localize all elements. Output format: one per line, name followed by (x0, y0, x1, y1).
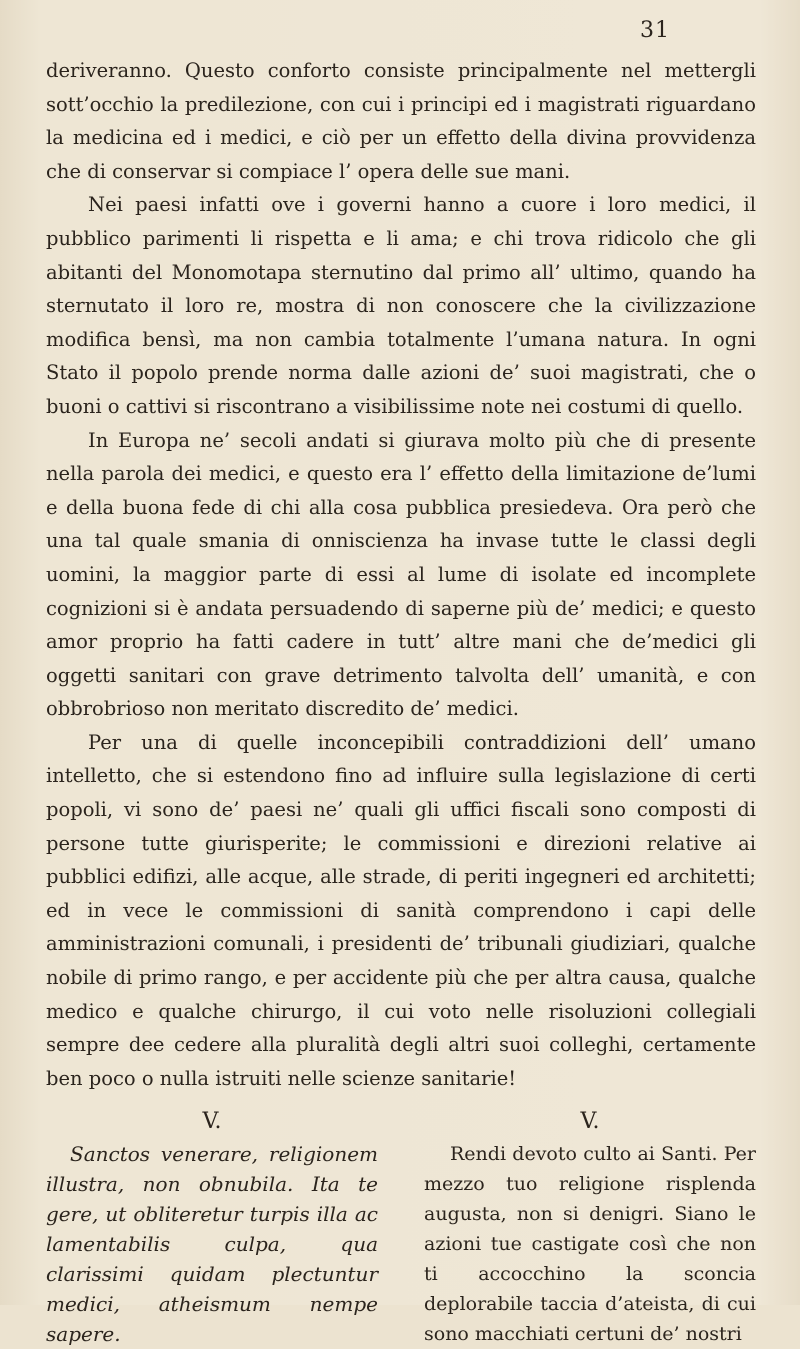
body-text (46, 54, 756, 1095)
bilingual-section (46, 1107, 756, 1349)
latin-text: Sanctos venerare, religionem illustra, non obnubila. Ita te gere, ut obliteretur turpis illa ac lamentabilis culpa, qua clarissimi quidam plectuntur medici, atheismum nempe sapere. (46, 1142, 378, 1347)
italian-column (424, 1107, 756, 1349)
italian-text: Rendi devoto culto ai Santi. Per mezzo tuo religione risplenda augusta, non si denigri. Siano le azioni tue castigate così che non ti accocchino la sconcia deplorabile taccia d’ateista, di cui sono macchiati certuni de’ nostri (424, 1143, 756, 1346)
paragraph: Nei paesi infatti ove i governi hanno a cuore i loro medici, il pubblico parimenti li rispetta e li ama; e chi trova ridicolo che gli abitanti del Monomotapa sternutino dal primo all’ ultimo, quando ha sternutato il loro re, mostra di non conoscere che la civilizzazione modifica bensì, ma non cambia totalmente l’umana natura. In ogni Stato il popolo prende norma dalle azioni de’ suoi magistrati, che o buoni o cattivi si riscontrano a visibilissime note nei costumi di quello. (46, 193, 756, 418)
latin-column (46, 1107, 378, 1349)
paragraph: Per una di quelle inconcepibili contraddizioni dell’ umano intelletto, che si estendono fino ad influire sulla legislazione di certi popoli, vi sono de’ paesi ne’ quali gli uffici fiscali sono composti di persone tutte giurisperite; le commissioni e direzioni relative ai pubblici edifizi, alle acque, alle strade, di periti ingegneri ed architetti; ed in vece le commissioni di sanità comprendono i capi delle amministrazioni comunali, i presidenti de’ tribunali giudiziari, qualche nobile di primo rango, e per accidente più che per altra causa, qualche medico e qualche chirurgo, il cui voto nelle risoluzioni collegiali sempre dee cedere alla pluralità degli altri suoi colleghi, certamente ben poco o nulla istruiti nelle scienze sanitarie! (46, 730, 756, 1090)
paragraph: In Europa ne’ secoli andati si giurava molto più che di presente nella parola dei medici, e questo era l’ effetto della limitazione de’lumi e della buona fede di chi alla cosa pubblica presiedeva. Ora però che una tal quale smania di onniscienza ha invase tutte le classi degli uomini, la maggior parte di essi al lume di isolate ed incomplete cognizioni si è andata persuadendo di saperne più de’ medici; e questo amor proprio ha fatti cadere in tutt’ altre mani che de’medici gli oggetti sanitari con grave detrimento talvolta dell’ umanità, e con obbrobrioso non meritato discredito de’ medici. (46, 428, 756, 721)
page-number: 31 (640, 18, 670, 43)
latin-section-numeral: V. (202, 1109, 222, 1135)
paragraph-continuation: deriveranno. Questo conforto consiste principalmente nel mettergli sott’occhio la predilezione, con cui i principi ed i magistrati riguardano la medicina ed i medici, e ciò per un effetto della divina provvidenza che di conservar si compiace l’ opera delle sue mani. (46, 59, 756, 183)
italian-section-numeral: V. (580, 1109, 600, 1135)
